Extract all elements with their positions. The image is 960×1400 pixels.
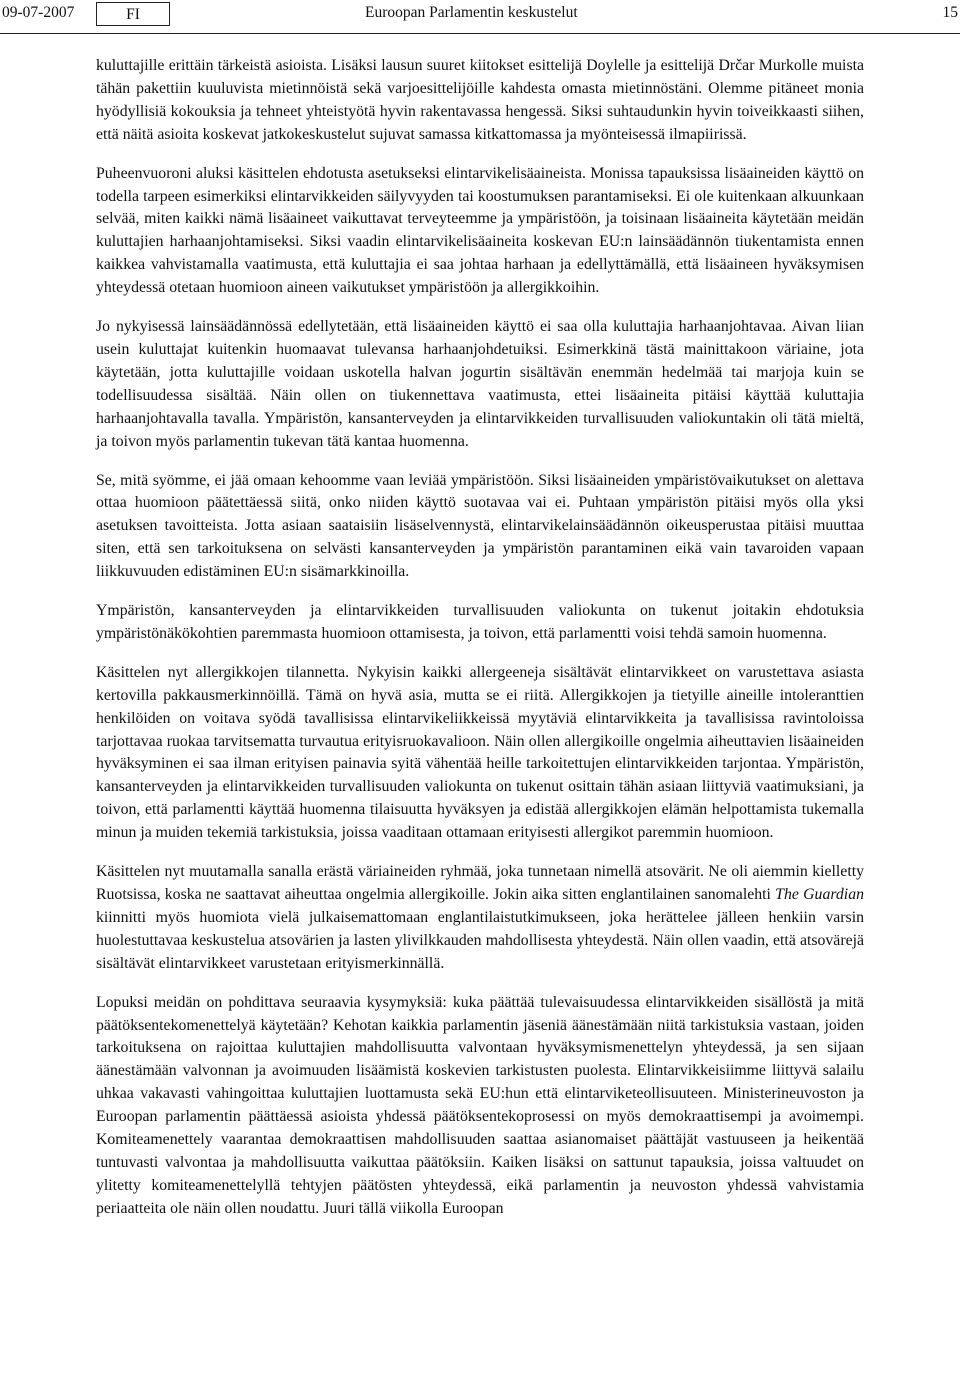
- header-divider: [0, 33, 960, 34]
- paragraph-3: Jo nykyisessä lainsäädännössä edellytetään, että lisäaineiden käyttö ei saa olla kuluttajia harhaanjohtavaa. Aivan liian usein kuluttajat kuitenkin huomaavat tulevansa harhaanjohdetuiksi. Esimerkkinä tästä mainittakoon väriaine, jota käytetään, jotta kuluttajille voidaan uskotella halvan jogurtin sisältävän enemmän hedelmää tai marjoja kuin se todellisuudessa sisältää. Näin ollen on tiukennettava vaatimusta, ettei lisäaineita pitäisi käyttää kuluttajia harhaanjohtavalla tavalla. Ympäristön, kansanterveyden ja elintarvikkeiden turvallisuuden valiokuntakin oli tätä mieltä, ja toivon myös parlamentin tukevan tätä kantaa huomenna.: [96, 318, 864, 450]
- document-body: [96, 55, 864, 1237]
- paragraph-7-text-before: Käsittelen nyt muutamalla sanalla erästä väriaineiden ryhmää, joka tunnetaan nimellä atsovärit. Ne oli aiemmin kielletty Ruotsissa, koska ne saattavat aiheuttaa ongelmia allergikoille. Jokin aika sitten englantilainen sanomalehti: [96, 863, 864, 903]
- paragraph-7-text-after: kiinnitti myös huomiota vielä julkaisemattomaan englantilaistutkimukseen, joka herättelee jälleen henkiin varsin huolestuttavaa keskustelua atsovärien ja lasten ylivilkkauden mahdollisesta yhteydestä. Näin ollen vaadin, että atsovärejä sisältävät elintarvikkeet varustetaan erityismerkinnällä.: [96, 908, 864, 972]
- newspaper-title: The Guardian: [775, 886, 864, 903]
- paragraph-6: Käsittelen nyt allergikkojen tilannetta. Nykyisin kaikki allergeeneja sisältävät elintarvikkeet on varustettava asiasta kertovilla pakkausmerkinnöillä. Tämä on hyvä asia, mutta se ei riitä. Allergikkojen ja tietyille aineille intoleranttien henkilöiden on voitava syödä tavallisissa elintarvikeliikkeissä myytäviä elintarvikkeita ja tavallisissa ravintoloissa tarjottavaa ruokaa tarvitsematta turvautua erityisruokavalioon. Näin ollen allergikoille ongelmia aiheuttavien lisäaineiden hyväksyminen ei saa ilman erityisen painavia syitä vähentää heille tarkoitettujen elintarvikkeiden tarjontaa. Ympäristön, kansanterveyden ja elintarvikkeiden turvallisuuden valiokunta on tukenut osittain tähän asiaan liittyviä vaatimuksiani, ja toivon, että parlamentti käyttää huomenna tilaisuutta hyväksyen ja edistää allergikkojen elämän helpottamista tukemalla minun ja muiden tekemiä tarkistuksia, joissa vaaditaan ottamaan erityisesti allergikot paremmin huomioon.: [96, 663, 864, 842]
- paragraph-8: Lopuksi meidän on pohdittava seuraavia kysymyksiä: kuka päättää tulevaisuudessa elintarvikkeiden sisällöstä ja mitä päätöksentekomenettelyä käytetään? Kehotan kaikkia parlamentin jäseniä äänestämään niitä tarkistuksia vastaan, joiden tarkoituksena on rajoittaa kuluttajien mahdollisuutta valvontaan hyväksymismenettelyn yhteydessä, ja sen sijaan äänestämään valvonnan ja avoimuuden lisäämistä koskevien tarkistusten puolesta. Elintarvikkeisiimme liittyvä salailu uhkaa vakavasti vahingoittaa kuluttajien luottamusta sekä EU:hun että elintarviketeollisuuteen. Ministerineuvoston ja Euroopan parlamentin päättäessä asioista yhdessä päätöksentekoprosessi on myös demokraattisempi ja avoimempi. Komiteamenettely vaarantaa demokraattisen mahdollisuuden saattaa asianomaiset päättäjät vastuuseen ja heikentää tuntuvasti valvontaa ja mahdollisuutta vaikuttaa päätöksiin. Kaiken lisäksi on sattunut tapauksia, joissa valtuudet on ylitetty komiteamenettelyllä tehtyjen päätösten yhteydessä, eikä parlamentin ja neuvoston yhdessä vahvistamia periaatteita ole näin ollen noudattu. Juuri tällä viikolla Euroopan: [96, 993, 864, 1217]
- page-number: 15: [942, 4, 958, 21]
- paragraph-4: Se, mitä syömme, ei jää omaan kehoomme vaan leviää ympäristöön. Siksi lisäaineiden ympäristövaikutukset on alettava ottaa huomioon päätettäessä siitä, onko niiden käyttö suotavaa vai ei. Puhtaan ympäristön pitäisi myös olla yksi asetuksen tavoitteista. Jotta asiaan saataisiin lisäselvennystä, elintarvikelainsäädännön oikeusperustaa pitäisi muuttaa siten, että sen tarkoituksena on selvästi kansanterveyden ja ympäristön parantaminen eikä vain tavaroiden vapaan liikkuvuuden edistäminen EU:n sisämarkkinoilla.: [96, 471, 864, 581]
- paragraph-2: Puheenvuoroni aluksi käsittelen ehdotusta asetukseksi elintarvikelisäaineista. Monissa tapauksissa lisäaineiden käyttö on todella tarpeen esimerkiksi elintarvikkeiden säilyvyyden tai koostumuksen parantamiseksi. Ei ole kuitenkaan alkuunkaan selvää, miten kaikki nämä lisäaineet vaikuttavat terveyteemme ja ympäristöön, ja toisinaan lisäaineita käytetään meidän kuluttajien harhaanjohtamiseksi. Siksi vaadin elintarvikelisäaineita koskevan EU:n lainsäädännön tiukentamista ennen kaikkea vahvistamalla vaatimusta, että kuluttajia ei saa johtaa harhaan ja edellyttämällä, että lisäaineen hyväksymisen yhteydessä otetaan huomioon aineen vaikutukset ympäristöön ja allergikkoihin.: [96, 164, 864, 297]
- language-code-box: FI: [96, 2, 170, 26]
- paragraph-1: kuluttajille erittäin tärkeistä asioista. Lisäksi lausun suuret kiitokset esittelijä Doylelle ja esittelijä Drčar Murkolle muista tähän pakettiin kuuluvista mietinnöistä sekä varjoesittelijöille kahdesta omasta mietinnöstäni. Olemme pitäneet monia hyödyllisiä kokouksia ja tehneet yhteistyötä hyvin rakentavassa hengessä. Siksi suhtaudunkin hyvin toiveikkaasti siihen, että näitä asioita koskevat jatkokeskustelut sujuvat samassa kitkattomassa ja myönteisessä ilmapiirissä.: [96, 57, 864, 143]
- paragraph-7: [96, 861, 864, 976]
- header-date: 09-07-2007: [2, 4, 75, 21]
- page-header: [0, 0, 960, 34]
- paragraph-5: Ympäristön, kansanterveyden ja elintarvikkeiden turvallisuuden valiokunta on tukenut joitakin ehdotuksia ympäristönäkökohtien paremmasta huomioon ottamisesta, ja toivon, että parlamentti voisi tehdä samoin huomenna.: [96, 602, 864, 642]
- publication-title: Euroopan Parlamentin keskustelut: [365, 4, 578, 21]
